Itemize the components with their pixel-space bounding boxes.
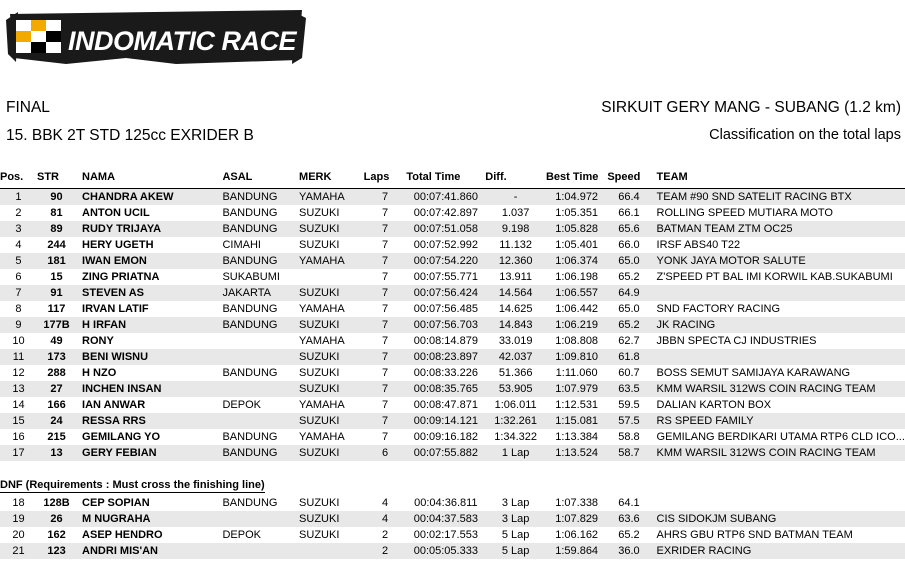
table-header-row (0, 168, 905, 189)
cell-team: EXRIDER RACING (651, 543, 905, 559)
cell-team: SND FACTORY RACING (651, 301, 905, 317)
cell-best: 1:06.219 (546, 317, 607, 333)
cell-nama: ASEP HENDRO (76, 527, 222, 543)
cell-total: 00:08:23.897 (406, 349, 485, 365)
cell-laps: 7 (364, 269, 407, 285)
cell-total: 00:05:05.333 (406, 543, 485, 559)
cell-str: 90 (37, 189, 76, 206)
cell-asal: BANDUNG (222, 253, 299, 269)
cell-best: 1:13.384 (546, 429, 607, 445)
circuit-name: SIRKUIT GERY MANG - SUBANG (1.2 km) (601, 99, 901, 116)
cell-asal: DEPOK (222, 397, 299, 413)
cell-str: 49 (37, 333, 76, 349)
cell-merk: SUZUKI (299, 221, 364, 237)
logo-text: INDOMATIC RACE (68, 26, 296, 56)
cell-str: 244 (37, 237, 76, 253)
cell-pos: 8 (0, 301, 37, 317)
cell-total: 00:07:41.860 (406, 189, 485, 206)
cell-merk: SUZUKI (299, 205, 364, 221)
cell-asal: BANDUNG (222, 365, 299, 381)
cell-laps: 2 (364, 543, 407, 559)
cell-diff: 3 Lap (485, 511, 546, 527)
cell-merk: SUZUKI (299, 511, 364, 527)
cell-diff: 14.564 (485, 285, 546, 301)
cell-merk: SUZUKI (299, 365, 364, 381)
cell-total: 00:07:42.897 (406, 205, 485, 221)
table-row (0, 237, 905, 253)
cell-merk: SUZUKI (299, 445, 364, 461)
cell-team: YONK JAYA MOTOR SALUTE (651, 253, 905, 269)
col-asal: ASAL (222, 168, 299, 189)
cell-merk: SUZUKI (299, 349, 364, 365)
cell-nama: IRVAN LATIF (76, 301, 222, 317)
cell-asal (222, 543, 299, 559)
cell-asal: BANDUNG (222, 429, 299, 445)
cell-diff: 51.366 (485, 365, 546, 381)
cell-pos: 20 (0, 527, 37, 543)
cell-total: 00:09:14.121 (406, 413, 485, 429)
cell-best: 1:11.060 (546, 365, 607, 381)
cell-team: AHRS GBU RTP6 SND BATMAN TEAM (651, 527, 905, 543)
cell-nama: H IRFAN (76, 317, 222, 333)
cell-laps: 7 (364, 285, 407, 301)
cell-laps: 7 (364, 429, 407, 445)
cell-team (651, 495, 905, 511)
cell-speed: 64.1 (607, 495, 650, 511)
cell-speed: 63.6 (607, 511, 650, 527)
cell-best: 1:04.972 (546, 189, 607, 206)
cell-str: 81 (37, 205, 76, 221)
cell-str: 91 (37, 285, 76, 301)
dnf-table-row (0, 543, 905, 559)
cell-team: BATMAN TEAM ZTM OC25 (651, 221, 905, 237)
cell-pos: 19 (0, 511, 37, 527)
cell-total: 00:09:16.182 (406, 429, 485, 445)
cell-diff: 9.198 (485, 221, 546, 237)
cell-asal (222, 333, 299, 349)
cell-merk: SUZUKI (299, 495, 364, 511)
cell-laps: 7 (364, 397, 407, 413)
cell-str: 215 (37, 429, 76, 445)
cell-team: TEAM #90 SND SATELIT RACING BTX (651, 189, 905, 206)
cell-merk: YAMAHA (299, 397, 364, 413)
cell-laps: 2 (364, 527, 407, 543)
cell-str: 288 (37, 365, 76, 381)
cell-total: 00:07:51.058 (406, 221, 485, 237)
logo-svg (6, 8, 306, 70)
table-row (0, 205, 905, 221)
cell-str: 26 (37, 511, 76, 527)
cell-nama: RUDY TRIJAYA (76, 221, 222, 237)
cell-team: Z'SPEED PT BAL IMI KORWIL KAB.SUKABUMI (651, 269, 905, 285)
cell-best: 1:06.198 (546, 269, 607, 285)
cell-total: 00:07:54.220 (406, 253, 485, 269)
dnf-label: DNF (Requirements : Must cross the finishing line) (0, 479, 265, 491)
cell-asal: JAKARTA (222, 285, 299, 301)
cell-nama: IAN ANWAR (76, 397, 222, 413)
cell-best: 1:09.810 (546, 349, 607, 365)
cell-total: 00:08:14.879 (406, 333, 485, 349)
cell-laps: 4 (364, 511, 407, 527)
cell-speed: 58.8 (607, 429, 650, 445)
cell-best: 1:05.401 (546, 237, 607, 253)
cell-pos: 16 (0, 429, 37, 445)
cell-merk (299, 543, 364, 559)
cell-best: 1:06.442 (546, 301, 607, 317)
cell-total: 00:08:35.765 (406, 381, 485, 397)
cell-merk: SUZUKI (299, 285, 364, 301)
cell-str: 166 (37, 397, 76, 413)
cell-asal: DEPOK (222, 527, 299, 543)
cell-asal: BANDUNG (222, 205, 299, 221)
cell-str: 123 (37, 543, 76, 559)
cell-speed: 61.8 (607, 349, 650, 365)
cell-merk: SUZUKI (299, 381, 364, 397)
cell-nama: ZING PRIATNA (76, 269, 222, 285)
cell-str: 24 (37, 413, 76, 429)
cell-merk: YAMAHA (299, 253, 364, 269)
cell-nama: RONY (76, 333, 222, 349)
cell-asal (222, 381, 299, 397)
cell-diff: 1:34.322 (485, 429, 546, 445)
table-body (0, 189, 905, 560)
cell-asal: CIMAHI (222, 237, 299, 253)
table-row (0, 445, 905, 461)
cell-pos: 14 (0, 397, 37, 413)
cell-total: 00:02:17.553 (406, 527, 485, 543)
cell-speed: 66.4 (607, 189, 650, 206)
table-row (0, 381, 905, 397)
cell-diff: 5 Lap (485, 543, 546, 559)
cell-total: 00:07:56.703 (406, 317, 485, 333)
cell-speed: 66.0 (607, 237, 650, 253)
col-diff: Diff. (485, 168, 546, 189)
cell-merk: YAMAHA (299, 189, 364, 206)
cell-laps: 7 (364, 349, 407, 365)
cell-speed: 66.1 (607, 205, 650, 221)
cell-pos: 15 (0, 413, 37, 429)
cell-pos: 4 (0, 237, 37, 253)
col-str: STR (37, 168, 76, 189)
cell-pos: 6 (0, 269, 37, 285)
cell-best: 1:12.531 (546, 397, 607, 413)
cell-diff: 42.037 (485, 349, 546, 365)
cell-speed: 65.2 (607, 317, 650, 333)
race-status: FINAL (6, 99, 50, 116)
cell-team: JK RACING (651, 317, 905, 333)
dnf-table-row (0, 527, 905, 543)
cell-speed: 65.2 (607, 269, 650, 285)
cell-pos: 5 (0, 253, 37, 269)
cell-asal: SUKABUMI (222, 269, 299, 285)
table-row (0, 333, 905, 349)
cell-nama: ANTON UCIL (76, 205, 222, 221)
cell-pos: 9 (0, 317, 37, 333)
col-pos: Pos. (0, 168, 37, 189)
cell-team: ROLLING SPEED MUTIARA MOTO (651, 205, 905, 221)
cell-laps: 7 (364, 333, 407, 349)
cell-diff: 12.360 (485, 253, 546, 269)
cell-merk: SUZUKI (299, 527, 364, 543)
cell-merk: YAMAHA (299, 333, 364, 349)
cell-total: 00:07:55.771 (406, 269, 485, 285)
cell-pos: 11 (0, 349, 37, 365)
cell-total: 00:08:47.871 (406, 397, 485, 413)
cell-team: CIS SIDOKJM SUBANG (651, 511, 905, 527)
cell-nama: CEP SOPIAN (76, 495, 222, 511)
cell-asal: BANDUNG (222, 301, 299, 317)
cell-asal (222, 413, 299, 429)
col-team: TEAM (651, 168, 905, 189)
cell-speed: 63.5 (607, 381, 650, 397)
cell-team: KMM WARSIL 312WS COIN RACING TEAM (651, 381, 905, 397)
cell-laps: 7 (364, 205, 407, 221)
cell-total: 00:07:52.992 (406, 237, 485, 253)
spacer-cell (0, 461, 905, 477)
cell-asal: BANDUNG (222, 221, 299, 237)
cell-str: 27 (37, 381, 76, 397)
cell-nama: GEMILANG YO (76, 429, 222, 445)
col-merk: MERK (299, 168, 364, 189)
cell-speed: 59.5 (607, 397, 650, 413)
cell-diff: 1.037 (485, 205, 546, 221)
cell-nama: GERY FEBIAN (76, 445, 222, 461)
col-laps: Laps (364, 168, 407, 189)
results-table (0, 168, 905, 559)
cell-best: 1:07.338 (546, 495, 607, 511)
cell-best: 1:13.524 (546, 445, 607, 461)
dnf-section-header (0, 477, 905, 495)
cell-laps: 7 (364, 317, 407, 333)
cell-team: DALIAN KARTON BOX (651, 397, 905, 413)
table-spacer (0, 461, 905, 477)
dnf-table-row (0, 511, 905, 527)
cell-diff: 33.019 (485, 333, 546, 349)
cell-pos: 13 (0, 381, 37, 397)
col-nama: NAMA (76, 168, 222, 189)
cell-diff: - (485, 189, 546, 206)
cell-nama: IWAN EMON (76, 253, 222, 269)
table-row (0, 349, 905, 365)
cell-merk: SUZUKI (299, 317, 364, 333)
cell-str: 162 (37, 527, 76, 543)
cell-best: 1:06.557 (546, 285, 607, 301)
cell-best: 1:07.979 (546, 381, 607, 397)
col-best-time: Best Time (546, 168, 607, 189)
dnf-table-row (0, 495, 905, 511)
table-row (0, 317, 905, 333)
cell-diff: 14.625 (485, 301, 546, 317)
table-row (0, 269, 905, 285)
cell-total: 00:04:37.583 (406, 511, 485, 527)
cell-nama: STEVEN AS (76, 285, 222, 301)
cell-str: 89 (37, 221, 76, 237)
cell-laps: 7 (364, 381, 407, 397)
cell-laps: 7 (364, 253, 407, 269)
cell-pos: 2 (0, 205, 37, 221)
cell-pos: 18 (0, 495, 37, 511)
cell-laps: 4 (364, 495, 407, 511)
cell-total: 00:07:56.424 (406, 285, 485, 301)
cell-nama: CHANDRA AKEW (76, 189, 222, 206)
cell-laps: 7 (364, 221, 407, 237)
cell-diff: 5 Lap (485, 527, 546, 543)
cell-nama: BENI WISNU (76, 349, 222, 365)
cell-str: 117 (37, 301, 76, 317)
table-row (0, 413, 905, 429)
cell-merk: YAMAHA (299, 301, 364, 317)
cell-best: 1:05.351 (546, 205, 607, 221)
cell-best: 1:06.374 (546, 253, 607, 269)
header-row-class (0, 127, 905, 149)
cell-laps: 7 (364, 237, 407, 253)
cell-str: 177B (37, 317, 76, 333)
cell-total: 00:07:56.485 (406, 301, 485, 317)
cell-asal: BANDUNG (222, 317, 299, 333)
cell-merk: YAMAHA (299, 429, 364, 445)
cell-diff: 1:06.011 (485, 397, 546, 413)
cell-diff: 14.843 (485, 317, 546, 333)
cell-total: 00:08:33.226 (406, 365, 485, 381)
cell-laps: 7 (364, 413, 407, 429)
table-header (0, 168, 905, 189)
cell-asal: BANDUNG (222, 189, 299, 206)
cell-diff: 13.911 (485, 269, 546, 285)
cell-pos: 12 (0, 365, 37, 381)
cell-merk: SUZUKI (299, 237, 364, 253)
cell-team: IRSF ABS40 T22 (651, 237, 905, 253)
cell-diff: 53.905 (485, 381, 546, 397)
cell-nama: HERY UGETH (76, 237, 222, 253)
table-row (0, 189, 905, 206)
header-row-status (0, 99, 905, 121)
cell-asal: BANDUNG (222, 495, 299, 511)
cell-pos: 1 (0, 189, 37, 206)
cell-laps: 6 (364, 445, 407, 461)
cell-diff: 1 Lap (485, 445, 546, 461)
cell-merk: SUZUKI (299, 413, 364, 429)
cell-team: RS SPEED FAMILY (651, 413, 905, 429)
cell-str: 13 (37, 445, 76, 461)
cell-str: 15 (37, 269, 76, 285)
cell-speed: 64.9 (607, 285, 650, 301)
cell-diff: 3 Lap (485, 495, 546, 511)
table-row (0, 253, 905, 269)
cell-nama: ANDRI MIS'AN (76, 543, 222, 559)
cell-nama: INCHEN INSAN (76, 381, 222, 397)
cell-str: 181 (37, 253, 76, 269)
cell-speed: 62.7 (607, 333, 650, 349)
cell-team (651, 285, 905, 301)
cell-pos: 10 (0, 333, 37, 349)
cell-asal (222, 511, 299, 527)
cell-team: JBBN SPECTA CJ INDUSTRIES (651, 333, 905, 349)
cell-best: 1:59.864 (546, 543, 607, 559)
cell-speed: 58.7 (607, 445, 650, 461)
cell-laps: 7 (364, 365, 407, 381)
cell-total: 00:04:36.811 (406, 495, 485, 511)
table-row (0, 221, 905, 237)
cell-best: 1:07.829 (546, 511, 607, 527)
cell-team: KMM WARSIL 312WS COIN RACING TEAM (651, 445, 905, 461)
cell-diff: 11.132 (485, 237, 546, 253)
cell-team (651, 349, 905, 365)
table-row (0, 429, 905, 445)
cell-team: GEMILANG BERDIKARI UTAMA RTP6 CLD ICO... (651, 429, 905, 445)
cell-speed: 65.2 (607, 527, 650, 543)
cell-best: 1:15.081 (546, 413, 607, 429)
table-row (0, 301, 905, 317)
cell-pos: 3 (0, 221, 37, 237)
indomatic-race-logo (6, 8, 306, 70)
cell-laps: 7 (364, 189, 407, 206)
table-row (0, 285, 905, 301)
cell-pos: 21 (0, 543, 37, 559)
cell-laps: 7 (364, 301, 407, 317)
cell-speed: 57.5 (607, 413, 650, 429)
cell-pos: 17 (0, 445, 37, 461)
cell-best: 1:05.828 (546, 221, 607, 237)
cell-asal: BANDUNG (222, 445, 299, 461)
cell-best: 1:08.808 (546, 333, 607, 349)
cell-str: 128B (37, 495, 76, 511)
class-title: 15. BBK 2T STD 125cc EXRIDER B (6, 127, 254, 144)
cell-best: 1:06.162 (546, 527, 607, 543)
col-total-time: Total Time (406, 168, 485, 189)
cell-str: 173 (37, 349, 76, 365)
table-row (0, 365, 905, 381)
cell-merk (299, 269, 364, 285)
cell-speed: 36.0 (607, 543, 650, 559)
classification-note: Classification on the total laps (709, 127, 901, 143)
cell-speed: 65.6 (607, 221, 650, 237)
cell-diff: 1:32.261 (485, 413, 546, 429)
col-speed: Speed (607, 168, 650, 189)
cell-asal (222, 349, 299, 365)
cell-speed: 60.7 (607, 365, 650, 381)
cell-team: BOSS SEMUT SAMIJAYA KARAWANG (651, 365, 905, 381)
cell-nama: M NUGRAHA (76, 511, 222, 527)
dnf-section-header-row (0, 477, 905, 495)
cell-nama: RESSA RRS (76, 413, 222, 429)
cell-total: 00:07:55.882 (406, 445, 485, 461)
cell-speed: 65.0 (607, 301, 650, 317)
table-row (0, 397, 905, 413)
cell-pos: 7 (0, 285, 37, 301)
cell-speed: 65.0 (607, 253, 650, 269)
cell-nama: H NZO (76, 365, 222, 381)
